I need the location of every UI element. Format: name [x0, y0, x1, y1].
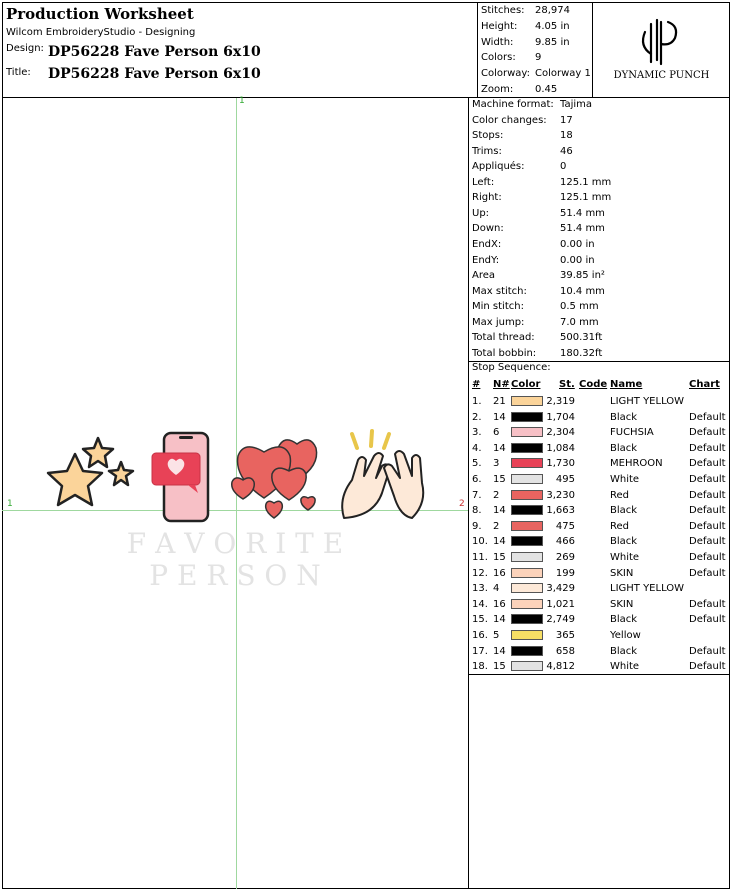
color-swatch [511, 552, 543, 562]
summary-row [481, 20, 570, 34]
property-value: 51.4 mm [560, 207, 605, 219]
row-stitches: 1,704 [546, 411, 575, 423]
row-stitches: 269 [555, 552, 575, 563]
color-swatch [511, 536, 543, 546]
stop-sequence-title: Stop Sequence: [472, 362, 551, 373]
property-key: Up: [472, 207, 490, 219]
table-row [469, 581, 730, 597]
property-value: 17 [560, 114, 573, 126]
row-chart: Default [689, 458, 726, 470]
table-row [469, 488, 730, 504]
row-color-name: Black [610, 505, 638, 517]
row-color-name: White [610, 474, 640, 485]
col-stitches: St. [559, 379, 575, 390]
dynamic-punch-logo [593, 2, 730, 97]
property-row [472, 330, 602, 346]
hearts-graphic [232, 440, 317, 518]
row-needle: 14 [493, 411, 506, 423]
row-needle: 14 [493, 442, 506, 454]
color-swatch [511, 614, 543, 624]
row-stitches: 466 [555, 536, 575, 548]
row-needle: 14 [493, 614, 506, 626]
row-needle: 15 [493, 552, 506, 563]
property-value: 0.00 in [560, 254, 595, 266]
property-row [472, 346, 602, 362]
row-stitches: 475 [555, 520, 575, 532]
row-chart: Default [689, 661, 726, 673]
color-swatch [511, 458, 543, 468]
table-row [469, 456, 730, 472]
row-number: 8. [472, 505, 482, 517]
watermark-line1: F A V O R I T E [126, 527, 344, 560]
row-needle: 16 [493, 598, 506, 610]
summary-key: Colors: [481, 52, 516, 64]
property-row [472, 97, 592, 113]
row-chart: Default [689, 489, 726, 501]
row-color-name: White [610, 661, 640, 673]
summary-value: 9.85 in [535, 36, 570, 48]
row-number: 5. [472, 458, 482, 470]
table-end-divider [469, 674, 730, 675]
property-row [472, 190, 611, 206]
color-swatch [511, 661, 543, 671]
row-stitches: 3,230 [546, 489, 575, 501]
row-color-name: Red [610, 489, 629, 501]
row-color-name: SKIN [610, 567, 634, 579]
col-num: # [472, 379, 481, 390]
design-value: DP56228 Fave Person 6x10 [48, 44, 261, 60]
row-stitches: 2,304 [546, 427, 575, 439]
title-label: Title: [6, 67, 31, 78]
summary-row [481, 51, 541, 65]
table-row [469, 503, 730, 519]
row-color-name: Black [610, 614, 638, 626]
row-needle: 5 [493, 630, 500, 641]
table-row [469, 519, 730, 535]
row-color-name: LIGHT YELLOW [610, 583, 685, 595]
color-swatch [511, 427, 543, 437]
title-value: DP56228 Fave Person 6x10 [48, 66, 261, 82]
summary-value: Colorway 1 [535, 68, 591, 80]
row-stitches: 1,021 [546, 598, 575, 610]
property-value: 39.85 in² [560, 270, 605, 282]
row-chart: Default [689, 567, 726, 579]
row-number: 1. [472, 396, 482, 407]
property-value: 0.5 mm [560, 301, 599, 313]
stars-graphic [48, 438, 133, 505]
marker-right: 2 [459, 499, 465, 509]
property-value: 18 [560, 130, 573, 142]
row-color-name: Red [610, 520, 629, 532]
summary-key: Height: [481, 20, 518, 32]
row-needle: 2 [493, 489, 500, 501]
summary-value: 9 [535, 52, 542, 64]
property-value: 0 [560, 161, 567, 173]
phone-graphic [152, 433, 208, 521]
row-number: 2. [472, 411, 482, 423]
color-swatch [511, 490, 543, 500]
property-key: Max jump: [472, 316, 525, 328]
property-value: 125.1 mm [560, 176, 612, 188]
summary-value: 4.05 in [535, 20, 570, 32]
property-row [472, 144, 573, 160]
table-row [469, 410, 730, 426]
property-key: Stops: [472, 130, 504, 142]
software-name: Wilcom EmbroideryStudio - Designing [6, 27, 196, 38]
summary-row [481, 83, 557, 97]
logo-text: DYNAMIC PUNCH [613, 70, 710, 81]
design-canvas [2, 98, 468, 889]
col-code: Code [579, 379, 608, 390]
property-value: 51.4 mm [560, 223, 605, 235]
row-needle: 14 [493, 505, 506, 517]
table-row [469, 472, 730, 488]
property-row [472, 221, 605, 237]
summary-value: 0.45 [535, 84, 558, 95]
row-number: 6. [472, 474, 482, 485]
property-value: Tajima [560, 99, 593, 110]
row-number: 3. [472, 427, 482, 439]
table-row [469, 425, 730, 441]
property-key: Trims: [472, 145, 502, 157]
col-chart: Chart [689, 379, 720, 390]
row-chart: Default [689, 411, 726, 423]
table-row [469, 566, 730, 582]
table-row [469, 441, 730, 457]
row-color-name: SKIN [610, 598, 634, 610]
row-chart: Default [689, 645, 726, 657]
row-stitches: 658 [555, 645, 575, 657]
color-swatch [511, 412, 543, 422]
property-row [472, 206, 605, 222]
row-needle: 2 [493, 520, 500, 532]
row-needle: 4 [493, 583, 500, 595]
property-key: Down: [472, 223, 504, 235]
row-chart: Default [689, 474, 726, 485]
row-color-name: MEHROON [610, 458, 663, 470]
row-number: 11. [472, 552, 488, 563]
row-needle: 16 [493, 567, 506, 579]
row-stitches: 2,749 [546, 614, 575, 626]
color-swatch [511, 396, 543, 406]
row-needle: 21 [493, 396, 506, 407]
table-row [469, 659, 730, 675]
table-row [469, 644, 730, 660]
row-chart: Default [689, 598, 726, 610]
color-swatch [511, 630, 543, 640]
row-stitches: 495 [555, 474, 575, 485]
table-row [469, 550, 730, 566]
row-chart: Default [689, 614, 726, 626]
row-color-name: Black [610, 645, 638, 657]
summary-row [481, 36, 570, 50]
property-key: Min stitch: [472, 301, 524, 313]
summary-row [481, 67, 591, 81]
property-row [472, 175, 611, 191]
col-color: Color [511, 379, 541, 390]
row-number: 18. [472, 661, 488, 673]
property-row [472, 128, 573, 144]
summary-key: Width: [481, 36, 514, 48]
color-swatch [511, 646, 543, 656]
row-stitches: 1,084 [546, 442, 575, 454]
color-swatch [511, 521, 543, 531]
row-stitches: 1,730 [546, 458, 575, 470]
property-key: EndX: [472, 238, 502, 250]
row-number: 15. [472, 614, 488, 626]
table-row [469, 612, 730, 628]
row-number: 17. [472, 645, 488, 657]
row-color-name: White [610, 552, 640, 563]
row-number: 13. [472, 583, 488, 595]
design-label: Design: [6, 43, 44, 54]
row-color-name: Black [610, 411, 638, 423]
row-needle: 3 [493, 458, 500, 470]
table-row [469, 628, 730, 644]
row-color-name: Black [610, 536, 638, 548]
property-key: Area [472, 270, 496, 282]
property-value: 125.1 mm [560, 192, 612, 204]
row-stitches: 3,429 [546, 583, 575, 595]
row-chart: Default [689, 427, 726, 439]
row-stitches: 4,812 [546, 661, 575, 673]
color-swatch [511, 443, 543, 453]
row-needle: 15 [493, 474, 506, 485]
row-stitches: 1,663 [546, 505, 575, 517]
property-key: Total bobbin: [472, 347, 537, 359]
color-swatch [511, 474, 543, 484]
table-row [469, 394, 730, 410]
row-stitches: 365 [555, 630, 575, 641]
table-row [469, 597, 730, 613]
header-info [2, 2, 478, 97]
color-swatch [511, 583, 543, 593]
marker-left: 1 [7, 499, 13, 509]
row-chart: Default [689, 552, 726, 563]
property-row [472, 315, 599, 331]
property-row [472, 268, 605, 284]
property-key: Appliqués: [472, 161, 525, 173]
property-value: 46 [560, 145, 573, 157]
row-stitches: 199 [555, 567, 575, 579]
worksheet-title: Production Worksheet [6, 5, 194, 23]
row-needle: 14 [493, 536, 506, 548]
table-row [469, 534, 730, 550]
row-needle: 15 [493, 661, 506, 673]
color-swatch [511, 568, 543, 578]
row-number: 12. [472, 567, 488, 579]
row-number: 10. [472, 536, 488, 548]
property-key: Max stitch: [472, 285, 527, 297]
summary-key: Colorway: [481, 68, 530, 80]
col-needle: N# [493, 379, 510, 390]
row-chart: Default [689, 442, 726, 454]
summary-row [481, 4, 570, 18]
row-needle: 14 [493, 645, 506, 657]
property-key: Color changes: [472, 114, 547, 126]
row-number: 7. [472, 489, 482, 501]
property-row [472, 237, 595, 253]
property-key: Right: [472, 192, 502, 204]
properties-panel [468, 98, 730, 889]
row-number: 16. [472, 630, 488, 641]
property-row [472, 113, 573, 129]
property-value: 0.00 in [560, 238, 595, 250]
row-stitches: 2,319 [546, 396, 575, 407]
property-key: Left: [472, 176, 495, 188]
row-chart: Default [689, 505, 726, 517]
property-row [472, 253, 595, 269]
property-value: 500.31ft [560, 332, 603, 344]
row-number: 4. [472, 442, 482, 454]
property-value: 10.4 mm [560, 285, 605, 297]
property-key: Total thread: [472, 332, 535, 344]
summary-value: 28,974 [535, 5, 570, 16]
row-color-name: LIGHT YELLOW [610, 396, 685, 407]
row-color-name: Black [610, 442, 638, 454]
summary-key: Stitches: [481, 5, 525, 16]
row-number: 14. [472, 598, 488, 610]
summary-stats [478, 2, 593, 97]
color-swatch [511, 599, 543, 609]
clapping-hands-graphic [342, 431, 423, 518]
property-value: 7.0 mm [560, 316, 599, 328]
color-swatch [511, 505, 543, 515]
col-name: Name [610, 379, 643, 390]
row-color-name: FUCHSIA [610, 427, 654, 439]
row-color-name: Yellow [610, 630, 641, 641]
marker-top: 1 [239, 96, 245, 106]
property-key: Machine format: [472, 99, 554, 110]
watermark-line2: P E R S O N [149, 559, 321, 592]
row-needle: 6 [493, 427, 500, 439]
property-row [472, 299, 599, 315]
property-row [472, 159, 566, 175]
row-number: 9. [472, 520, 482, 532]
property-key: EndY: [472, 254, 500, 266]
summary-key: Zoom: [481, 84, 514, 95]
row-chart: Default [689, 520, 726, 532]
property-row [472, 284, 605, 300]
row-chart: Default [689, 536, 726, 548]
worksheet-header [2, 2, 730, 98]
property-value: 180.32ft [560, 347, 603, 359]
